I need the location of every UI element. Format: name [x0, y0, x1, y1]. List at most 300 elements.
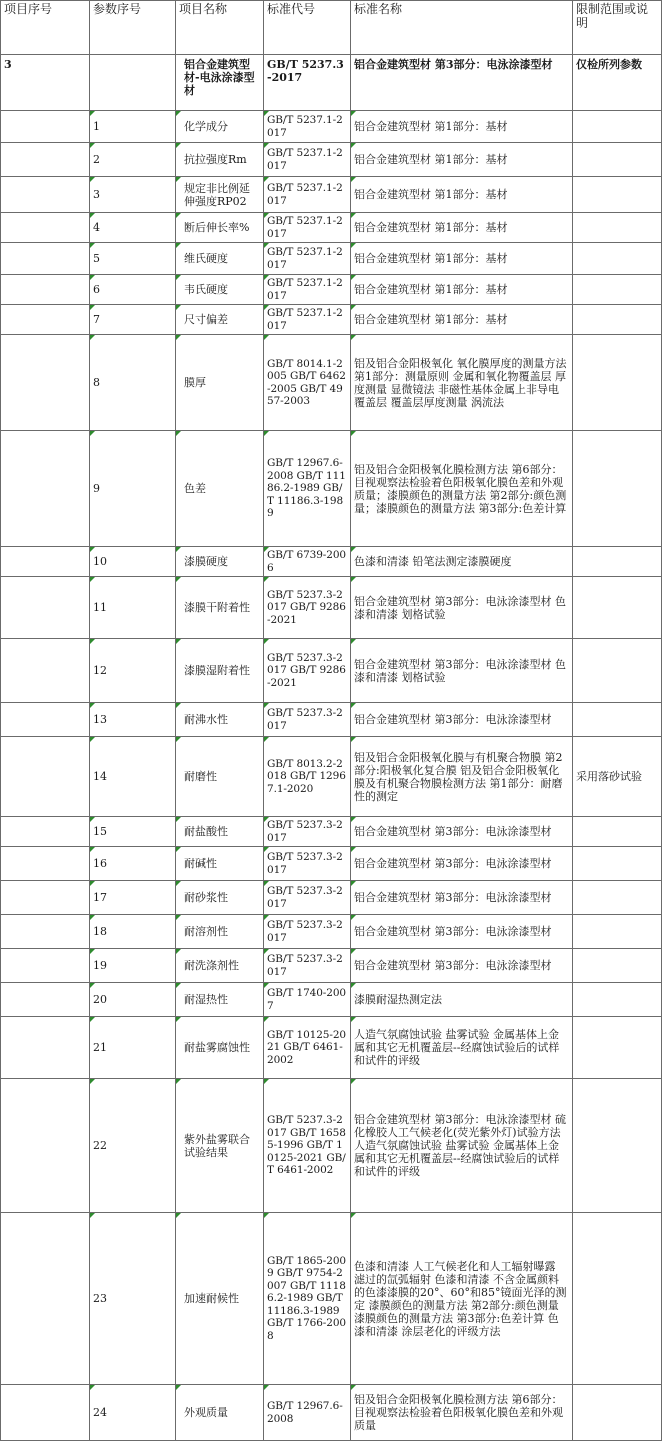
- item-name-text: 规定非比例延伸强度RP02: [184, 181, 250, 208]
- comment-marker-icon: [176, 1017, 181, 1022]
- item-name-text: 抗拉强度Rm: [184, 153, 247, 166]
- comment-marker-icon: [176, 817, 181, 822]
- std-code-cell: [264, 275, 351, 305]
- table-row: [1, 703, 662, 737]
- item-no-cell: [1, 1079, 90, 1213]
- item-name-cell: [176, 305, 264, 335]
- std-code-cell: [264, 213, 351, 243]
- std-name-cell: [351, 547, 573, 577]
- std-name-cell: [351, 1017, 573, 1079]
- table-row: [1, 915, 662, 949]
- std-name-cell: [351, 143, 573, 177]
- std-code-cell: [264, 1385, 351, 1441]
- param-no-cell: [90, 275, 176, 305]
- table-row: [1, 737, 662, 817]
- table-row: [1, 881, 662, 915]
- param-no-cell: [90, 1017, 176, 1079]
- std-name-cell: [351, 431, 573, 547]
- item-no-cell: [1, 577, 90, 639]
- item-name-cell: [176, 703, 264, 737]
- header-param-no: 参数序号: [90, 1, 176, 55]
- comment-marker-icon: [351, 547, 356, 552]
- comment-marker-icon: [264, 243, 269, 248]
- comment-marker-icon: [90, 1079, 95, 1084]
- std-name-text: 铝合金建筑型材 第3部分：电泳涂漆型材 色漆和清漆 划格试验: [354, 657, 566, 684]
- std-name-cell: [351, 111, 573, 143]
- std-code-cell: [264, 547, 351, 577]
- comment-marker-icon: [90, 213, 95, 218]
- item-no-cell: [1, 639, 90, 703]
- comment-marker-icon: [176, 275, 181, 280]
- item-name-text: 韦氏硬度: [184, 283, 228, 296]
- comment-marker-icon: [90, 949, 95, 954]
- std-code-cell: [264, 881, 351, 915]
- item-name-cell: [176, 949, 264, 983]
- std-name-cell: [351, 817, 573, 847]
- param-no-text: 3: [93, 188, 100, 201]
- std-name-cell: [351, 213, 573, 243]
- param-no-cell: [90, 431, 176, 547]
- item-name-cell: [176, 143, 264, 177]
- header-std-code: 标准代号: [264, 1, 351, 55]
- item-no-cell: [1, 275, 90, 305]
- param-no-text: 20: [93, 993, 107, 1006]
- comment-marker-icon: [351, 335, 356, 340]
- comment-marker-icon: [90, 143, 95, 148]
- param-no-text: 2: [93, 153, 100, 166]
- item-name-cell: [176, 847, 264, 881]
- item-name-cell: [176, 737, 264, 817]
- param-no-text: 18: [93, 925, 107, 938]
- table-row: [1, 847, 662, 881]
- item-name-cell: [176, 881, 264, 915]
- comment-marker-icon: [176, 1385, 181, 1390]
- item-name-cell: [176, 213, 264, 243]
- param-no-text: 6: [93, 283, 100, 296]
- item-name-text: 尺寸偏差: [184, 313, 228, 326]
- table-row: [1, 213, 662, 243]
- item-name-cell: [176, 243, 264, 275]
- item-name-text: 加速耐候性: [184, 1292, 239, 1305]
- comment-marker-icon: [176, 143, 181, 148]
- comment-marker-icon: [351, 577, 356, 582]
- std-name-cell: [351, 737, 573, 817]
- item-name-cell: [176, 1017, 264, 1079]
- std-name-cell: [351, 275, 573, 305]
- limit-cell: [573, 949, 662, 983]
- std-code-text: GB/T 5237.1-2017: [267, 215, 343, 240]
- param-no-cell: [90, 639, 176, 703]
- limit-cell: [573, 111, 662, 143]
- std-name-cell: [351, 983, 573, 1017]
- header-item-name: 项目名称: [176, 1, 264, 55]
- comment-marker-icon: [176, 639, 181, 644]
- item-name-text: 化学成分: [184, 120, 228, 133]
- comment-marker-icon: [264, 639, 269, 644]
- item-name-cell: [176, 639, 264, 703]
- item-name-text: 耐盐雾腐蚀性: [184, 1041, 250, 1054]
- item-name-text: 外观质量: [184, 1406, 228, 1419]
- header-row: [1, 1, 662, 55]
- comment-marker-icon: [264, 1213, 269, 1218]
- comment-marker-icon: [351, 431, 356, 436]
- std-code-cell: [264, 143, 351, 177]
- std-code-text: GB/T 5237.1-2017: [267, 114, 343, 139]
- section-item-name: 铝合金建筑型材-电泳涂漆型材: [176, 55, 264, 111]
- item-name-cell: [176, 547, 264, 577]
- std-name-text: 铝合金建筑型材 第1部分：基材: [354, 283, 508, 296]
- comment-marker-icon: [176, 335, 181, 340]
- std-code-text: GB/T 5237.3-2017: [267, 953, 343, 978]
- section-limit: 仅检所列参数: [573, 55, 662, 111]
- limit-cell: [573, 703, 662, 737]
- param-no-cell: [90, 737, 176, 817]
- item-name-text: 维氏硬度: [184, 252, 228, 265]
- std-code-cell: [264, 431, 351, 547]
- table-row: [1, 1213, 662, 1385]
- param-no-text: 13: [93, 713, 107, 726]
- std-name-cell: [351, 1385, 573, 1441]
- param-no-text: 15: [93, 825, 107, 838]
- item-name-cell: [176, 177, 264, 213]
- comment-marker-icon: [351, 639, 356, 644]
- std-name-text: 人造气氛腐蚀试验 盐雾试验 金属基体上金属和其它无机覆盖层--经腐蚀试验后的试样和试件的评级: [354, 1028, 560, 1067]
- std-name-text: 铝及铝合金阳极氧化膜检测方法 第6部分：目视观察法检验着色阳极氧化膜色差和外观质量；漆膜颜色的测量方法 第2部分:颜色测量；漆膜颜色的测量方法 第3部分:色差计算: [354, 462, 567, 515]
- item-no-cell: [1, 213, 90, 243]
- item-name-text: 耐碱性: [184, 857, 217, 870]
- std-code-cell: [264, 737, 351, 817]
- comment-marker-icon: [264, 983, 269, 988]
- item-no-cell: [1, 847, 90, 881]
- comment-marker-icon: [264, 817, 269, 822]
- item-no-cell: [1, 177, 90, 213]
- comment-marker-icon: [351, 737, 356, 742]
- param-no-cell: [90, 1213, 176, 1385]
- param-no-cell: [90, 949, 176, 983]
- std-code-cell: [264, 847, 351, 881]
- std-name-cell: [351, 1213, 573, 1385]
- param-no-cell: [90, 243, 176, 275]
- std-name-text: 铝及铝合金阳极氧化膜与有机聚合物膜 第2部分:阳极氧化复合膜 铝及铝合金阳极氧化膜及有机聚合物膜检测方法 第1部分：耐磨性的测定: [354, 750, 563, 803]
- param-no-cell: [90, 111, 176, 143]
- comment-marker-icon: [351, 949, 356, 954]
- item-name-cell: [176, 915, 264, 949]
- comment-marker-icon: [351, 817, 356, 822]
- std-code-cell: [264, 243, 351, 275]
- std-name-cell: [351, 243, 573, 275]
- std-code-cell: [264, 1213, 351, 1385]
- comment-marker-icon: [90, 737, 95, 742]
- comment-marker-icon: [351, 847, 356, 852]
- comment-marker-icon: [264, 949, 269, 954]
- section-param-no: [90, 55, 176, 111]
- comment-marker-icon: [90, 1385, 95, 1390]
- comment-marker-icon: [351, 915, 356, 920]
- std-code-text: GB/T 5237.1-2017: [267, 246, 343, 271]
- param-no-cell: [90, 213, 176, 243]
- comment-marker-icon: [351, 1385, 356, 1390]
- std-code-text: GB/T 5237.3-2017: [267, 919, 343, 944]
- param-no-text: 12: [93, 664, 107, 677]
- item-no-cell: [1, 817, 90, 847]
- param-no-cell: [90, 547, 176, 577]
- table-row: [1, 275, 662, 305]
- comment-marker-icon: [264, 547, 269, 552]
- param-no-text: 14: [93, 770, 107, 783]
- limit-cell: [573, 213, 662, 243]
- param-no-cell: [90, 915, 176, 949]
- std-name-text: 铝及铝合金阳极氧化膜检测方法 第6部分：目视观察法检验着色阳极氧化膜色差和外观质量: [354, 1393, 563, 1432]
- comment-marker-icon: [351, 703, 356, 708]
- std-name-cell: [351, 949, 573, 983]
- comment-marker-icon: [351, 1079, 356, 1084]
- std-code-cell: [264, 111, 351, 143]
- comment-marker-icon: [264, 1385, 269, 1390]
- std-name-cell: [351, 915, 573, 949]
- item-name-cell: [176, 577, 264, 639]
- comment-marker-icon: [264, 335, 269, 340]
- comment-marker-icon: [264, 305, 269, 310]
- std-code-cell: [264, 639, 351, 703]
- comment-marker-icon: [90, 335, 95, 340]
- comment-marker-icon: [176, 703, 181, 708]
- std-name-text: 铝合金建筑型材 第1部分：基材: [354, 188, 508, 201]
- param-no-text: 24: [93, 1406, 107, 1419]
- item-name-cell: [176, 111, 264, 143]
- comment-marker-icon: [264, 1079, 269, 1084]
- param-no-text: 10: [93, 555, 107, 568]
- table-row: [1, 577, 662, 639]
- param-no-cell: [90, 847, 176, 881]
- std-code-text: GB/T 5237.1-2017: [267, 147, 343, 172]
- param-no-text: 23: [93, 1292, 107, 1305]
- comment-marker-icon: [176, 431, 181, 436]
- comment-marker-icon: [90, 983, 95, 988]
- comment-marker-icon: [176, 547, 181, 552]
- limit-cell: [573, 737, 662, 817]
- std-name-text: 铝合金建筑型材 第3部分：电泳涂漆型材: [354, 713, 552, 726]
- std-name-text: 铝合金建筑型材 第3部分：电泳涂漆型材: [354, 925, 552, 938]
- std-name-cell: [351, 335, 573, 431]
- comment-marker-icon: [90, 177, 95, 182]
- table-row: [1, 335, 662, 431]
- item-name-text: 膜厚: [184, 376, 206, 389]
- comment-marker-icon: [264, 1017, 269, 1022]
- table-row: [1, 983, 662, 1017]
- item-name-cell: [176, 335, 264, 431]
- std-code-text: GB/T 1740-2007: [267, 987, 346, 1012]
- item-name-cell: [176, 1079, 264, 1213]
- param-no-text: 21: [93, 1041, 107, 1054]
- std-name-cell: [351, 881, 573, 915]
- table-row: [1, 949, 662, 983]
- comment-marker-icon: [176, 213, 181, 218]
- param-no-cell: [90, 305, 176, 335]
- table-row: [1, 1017, 662, 1079]
- item-name-text: 耐盐酸性: [184, 825, 228, 838]
- comment-marker-icon: [176, 847, 181, 852]
- comment-marker-icon: [90, 275, 95, 280]
- table-row: [1, 143, 662, 177]
- table-row: [1, 547, 662, 577]
- param-no-text: 17: [93, 891, 107, 904]
- std-code-text: GB/T 5237.3-2017: [267, 707, 343, 732]
- param-no-cell: [90, 577, 176, 639]
- item-name-cell: [176, 983, 264, 1017]
- comment-marker-icon: [351, 177, 356, 182]
- table-row: [1, 111, 662, 143]
- param-no-cell: [90, 703, 176, 737]
- item-no-cell: [1, 983, 90, 1017]
- comment-marker-icon: [264, 143, 269, 148]
- comment-marker-icon: [90, 703, 95, 708]
- std-code-cell: [264, 335, 351, 431]
- comment-marker-icon: [351, 213, 356, 218]
- std-name-cell: [351, 177, 573, 213]
- comment-marker-icon: [264, 213, 269, 218]
- comment-marker-icon: [176, 243, 181, 248]
- comment-marker-icon: [90, 111, 95, 116]
- comment-marker-icon: [351, 1017, 356, 1022]
- item-no-cell: [1, 703, 90, 737]
- item-no-cell: [1, 305, 90, 335]
- std-code-text: GB/T 5237.3-2017: [267, 885, 343, 910]
- comment-marker-icon: [176, 915, 181, 920]
- item-name-text: 漆膜干附着性: [184, 601, 250, 614]
- comment-marker-icon: [90, 1017, 95, 1022]
- item-no-cell: [1, 915, 90, 949]
- std-name-text: 铝合金建筑型材 第3部分：电泳涂漆型材: [354, 891, 552, 904]
- limit-cell: [573, 1385, 662, 1441]
- item-name-text: 耐砂浆性: [184, 891, 228, 904]
- limit-cell: [573, 577, 662, 639]
- std-code-text: GB/T 5237.1-2017: [267, 277, 343, 302]
- param-no-cell: [90, 1385, 176, 1441]
- item-name-text: 紫外盐雾联合试验结果: [184, 1132, 250, 1159]
- std-code-text: GB/T 5237.3-2017 GB/T 9286-2021: [267, 588, 346, 626]
- comment-marker-icon: [351, 243, 356, 248]
- limit-cell: [573, 305, 662, 335]
- param-no-cell: [90, 881, 176, 915]
- item-name-text: 断后伸长率%: [184, 221, 250, 234]
- std-name-text: 铝合金建筑型材 第3部分：电泳涂漆型材: [354, 959, 552, 972]
- comment-marker-icon: [90, 915, 95, 920]
- std-name-cell: [351, 639, 573, 703]
- std-name-cell: [351, 703, 573, 737]
- comment-marker-icon: [351, 881, 356, 886]
- item-name-text: 耐磨性: [184, 770, 217, 783]
- comment-marker-icon: [90, 881, 95, 886]
- item-no-cell: [1, 1385, 90, 1441]
- comment-marker-icon: [90, 1213, 95, 1218]
- std-name-text: 漆膜耐湿热测定法: [354, 993, 442, 1006]
- item-name-text: 耐溶剂性: [184, 925, 228, 938]
- item-no-cell: [1, 335, 90, 431]
- item-name-text: 漆膜湿附着性: [184, 664, 250, 677]
- table-row: [1, 1385, 662, 1441]
- std-name-text: 铝合金建筑型材 第1部分：基材: [354, 221, 508, 234]
- table-row: [1, 1079, 662, 1213]
- comment-marker-icon: [351, 305, 356, 310]
- comment-marker-icon: [264, 847, 269, 852]
- std-code-text: GB/T 8013.2-2018 GB/T 12967.1-2020: [267, 757, 346, 795]
- item-no-cell: [1, 1213, 90, 1385]
- comment-marker-icon: [264, 577, 269, 582]
- param-no-text: 9: [93, 482, 100, 495]
- std-code-text: GB/T 10125-2021 GB/T 6461-2002: [267, 1028, 346, 1066]
- comment-marker-icon: [264, 275, 269, 280]
- param-no-text: 4: [93, 221, 100, 234]
- comment-marker-icon: [176, 1213, 181, 1218]
- param-no-text: 11: [93, 601, 107, 614]
- limit-cell: [573, 275, 662, 305]
- comment-marker-icon: [90, 639, 95, 644]
- std-code-text: GB/T 5237.3-2017 GB/T 16585-1996 GB/T 10125-2021 GB/T 6461-2002: [267, 1114, 346, 1177]
- limit-cell: [573, 431, 662, 547]
- item-no-cell: [1, 949, 90, 983]
- comment-marker-icon: [176, 577, 181, 582]
- comment-marker-icon: [176, 111, 181, 116]
- std-code-text: GB/T 5237.1-2017: [267, 307, 343, 332]
- comment-marker-icon: [264, 111, 269, 116]
- std-name-cell: [351, 305, 573, 335]
- comment-marker-icon: [90, 817, 95, 822]
- limit-cell: [573, 243, 662, 275]
- std-name-text: 铝及铝合金阳极氧化 氧化膜厚度的测量方法 第1部分：测量原则 金属和氧化物覆盖层 厚度测量 显微镜法 非磁性基体金属上非导电覆盖层 覆盖层厚度测量 涡流法: [354, 356, 567, 409]
- param-no-text: 19: [93, 959, 107, 972]
- item-name-cell: [176, 1385, 264, 1441]
- std-name-cell: [351, 1079, 573, 1213]
- comment-marker-icon: [351, 275, 356, 280]
- comment-marker-icon: [264, 881, 269, 886]
- param-no-cell: [90, 143, 176, 177]
- std-code-cell: [264, 703, 351, 737]
- comment-marker-icon: [264, 915, 269, 920]
- section-row: [1, 55, 662, 111]
- item-name-text: 耐洗涤剂性: [184, 959, 239, 972]
- comment-marker-icon: [176, 1079, 181, 1084]
- std-code-cell: [264, 983, 351, 1017]
- limit-cell: [573, 1079, 662, 1213]
- comment-marker-icon: [351, 983, 356, 988]
- param-no-cell: [90, 983, 176, 1017]
- comment-marker-icon: [90, 305, 95, 310]
- std-code-cell: [264, 177, 351, 213]
- comment-marker-icon: [264, 737, 269, 742]
- limit-cell: [573, 1017, 662, 1079]
- header-std-name: 标准名称: [351, 1, 573, 55]
- comment-marker-icon: [90, 431, 95, 436]
- std-code-cell: [264, 305, 351, 335]
- comment-marker-icon: [264, 703, 269, 708]
- comment-marker-icon: [176, 983, 181, 988]
- limit-cell: [573, 983, 662, 1017]
- limit-text: 采用落砂试验: [576, 770, 642, 783]
- item-no-cell: [1, 431, 90, 547]
- comment-marker-icon: [176, 881, 181, 886]
- std-code-text: GB/T 12967.6-2008: [267, 1400, 343, 1425]
- comment-marker-icon: [90, 547, 95, 552]
- std-code-cell: [264, 817, 351, 847]
- table-row: [1, 305, 662, 335]
- item-no-cell: [1, 547, 90, 577]
- std-code-text: GB/T 5237.3-2017: [267, 819, 343, 844]
- item-name-cell: [176, 1213, 264, 1385]
- std-code-text: GB/T 5237.1-2017: [267, 182, 343, 207]
- limit-cell: [573, 817, 662, 847]
- param-no-cell: [90, 335, 176, 431]
- item-name-text: 色差: [184, 482, 206, 495]
